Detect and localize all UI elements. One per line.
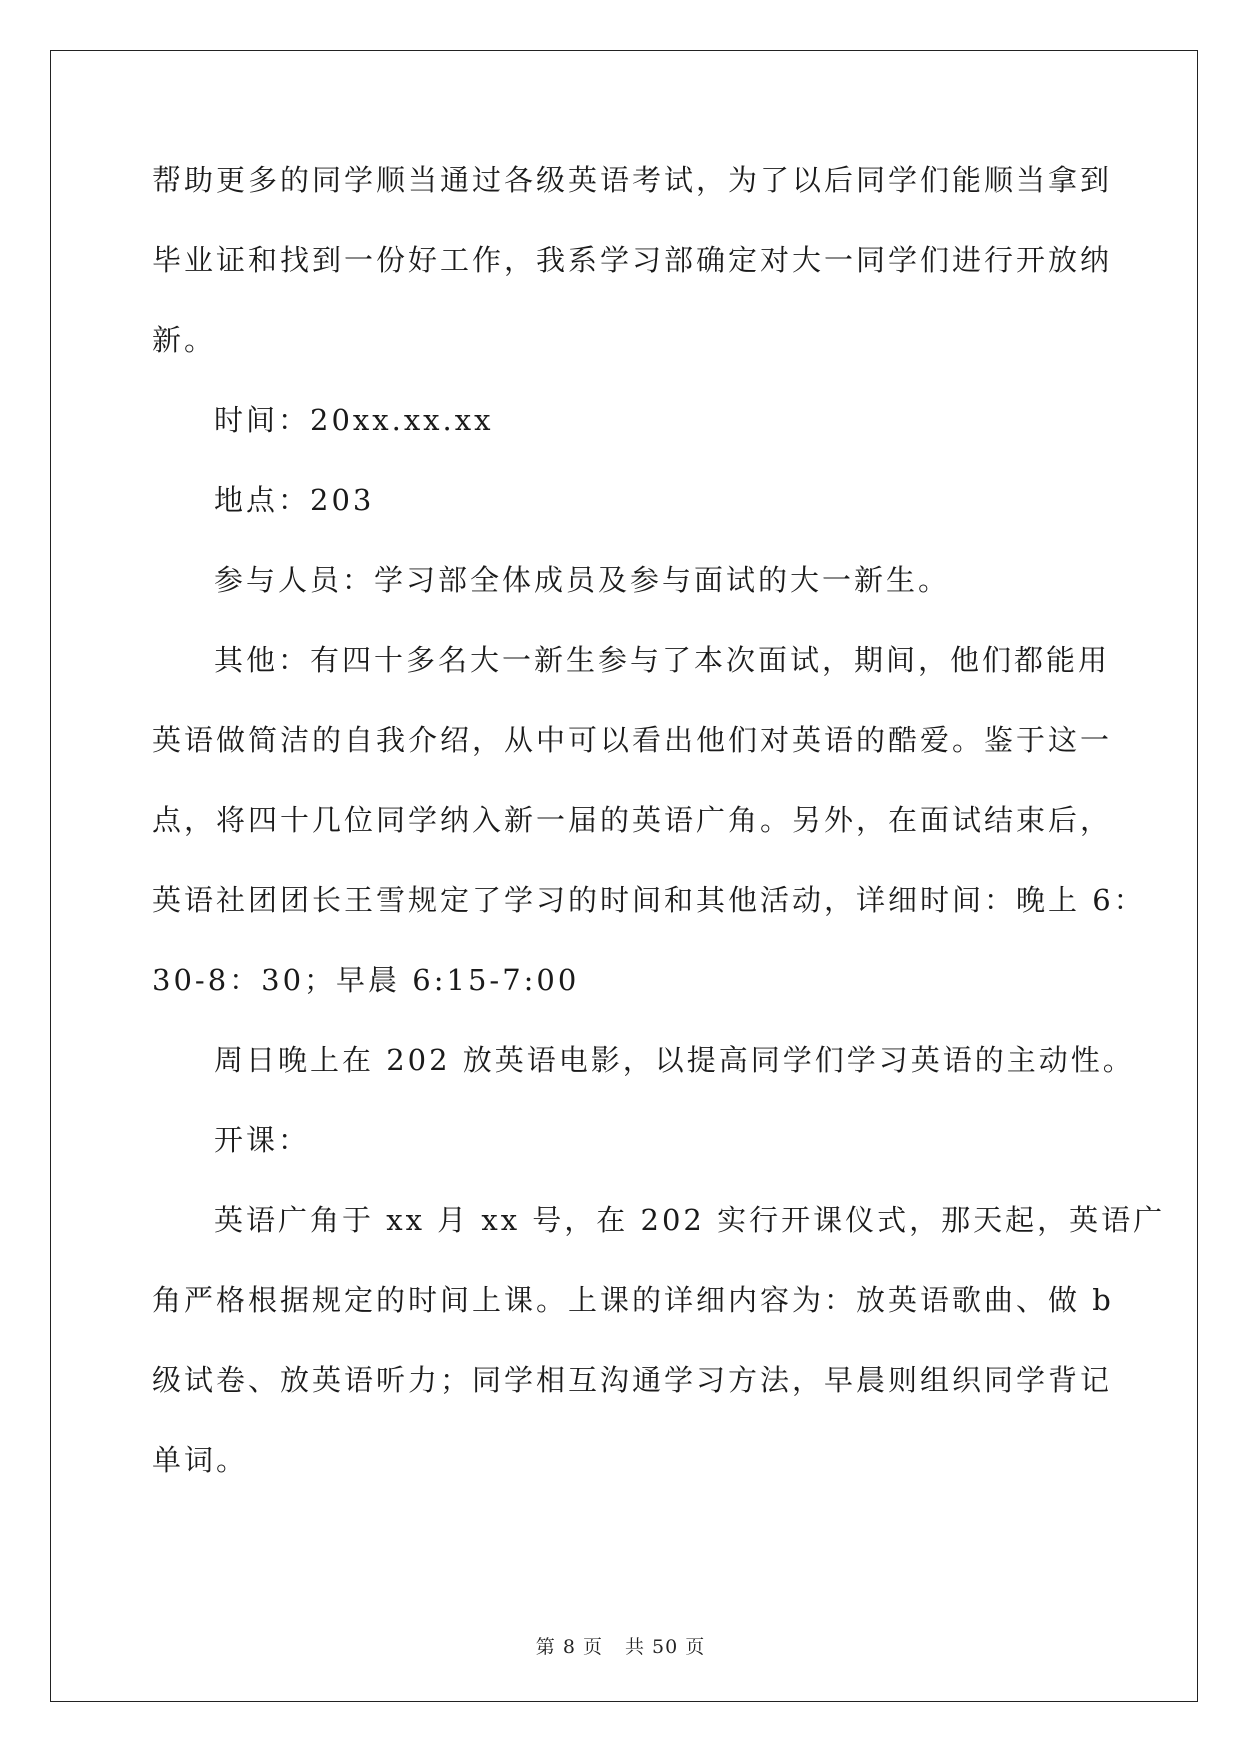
page-footer <box>0 1632 1241 1659</box>
text-line: 其他：有四十多名大一新生参与了本次面试，期间，他们都能用 <box>214 643 1111 677</box>
text-line: 30-8：30；早晨 6:15-7:00 <box>152 963 580 997</box>
total-pages: 共 50 页 <box>624 1636 706 1658</box>
section-heading: 开课： <box>214 1123 311 1157</box>
text-line: 帮助更多的同学顺当通过各级英语考试，为了以后同学们能顺当拿到 <box>152 163 1113 197</box>
text-line: 角严格根据规定的时间上课。上课的详细内容为：放英语歌曲、做 b <box>152 1283 1114 1317</box>
participants-line: 参与人员：学习部全体成员及参与面试的大一新生。 <box>214 563 951 597</box>
time-line: 时间：20xx.xx.xx <box>214 403 494 437</box>
text-line: 点，将四十几位同学纳入新一届的英语广角。另外，在面试结束后， <box>152 803 1113 837</box>
text-line: 周日晚上在 202 放英语电影，以提高同学们学习英语的主动性。 <box>214 1043 1135 1077</box>
document-body <box>152 160 1166 1520</box>
text-line: 新。 <box>152 323 217 357</box>
text-line: 单词。 <box>152 1443 249 1477</box>
text-line: 级试卷、放英语听力；同学相互沟通学习方法，早晨则组织同学背记 <box>152 1363 1113 1397</box>
location-line: 地点：203 <box>214 483 375 517</box>
text-line: 英语社团团长王雪规定了学习的时间和其他活动，详细时间：晚上 6： <box>152 883 1146 917</box>
page-number: 第 8 页 <box>535 1636 603 1658</box>
text-line: 英语广角于 xx 月 xx 号，在 202 实行开课仪式，那天起，英语广 <box>214 1203 1166 1237</box>
text-line: 毕业证和找到一份好工作，我系学习部确定对大一同学们进行开放纳 <box>152 243 1113 277</box>
text-line: 英语做简洁的自我介绍，从中可以看出他们对英语的酷爱。鉴于这一 <box>152 723 1113 757</box>
